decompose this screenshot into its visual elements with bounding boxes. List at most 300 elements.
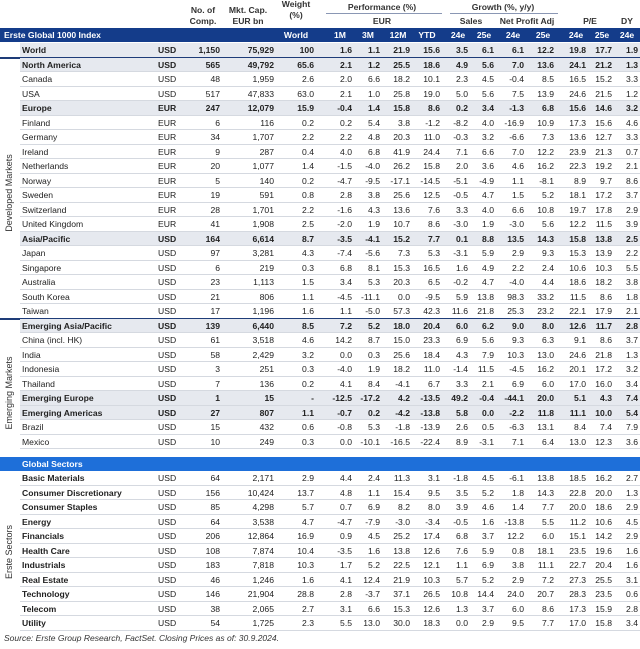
cell: 11.5 — [569, 291, 586, 302]
cell: -1.3 — [509, 103, 524, 113]
sector-row — [20, 486, 640, 501]
cell: 12.6 — [423, 603, 440, 614]
col-sales-24e: 24e — [450, 30, 466, 40]
cell: 2.9 — [626, 531, 638, 541]
cell: EUR — [158, 132, 177, 142]
cell: 6.8 — [340, 262, 352, 273]
cell: 6.6 — [368, 603, 380, 614]
row-label: Netherlands — [22, 161, 69, 171]
cell: 5.9 — [482, 545, 494, 556]
cell: 20.0 — [537, 393, 554, 403]
developed-row — [20, 72, 640, 87]
cell: 14.3 — [537, 487, 554, 498]
cell: 0.0 — [398, 291, 410, 302]
cell: 3.8 — [512, 560, 524, 570]
row-label: Canada — [22, 74, 53, 84]
cell: 3.2 — [482, 132, 494, 142]
cell: USD — [158, 502, 177, 512]
cell: 2.9 — [482, 618, 494, 628]
cell: 63.0 — [297, 88, 314, 99]
cell: 1.9 — [368, 219, 380, 229]
cell: 14.4 — [477, 589, 494, 599]
col-np-24e: 24e — [505, 30, 521, 40]
row-label: Financials — [22, 531, 65, 541]
cell: 4.6 — [482, 502, 494, 512]
cell: 75,929 — [247, 45, 274, 55]
cell: 2.6 — [302, 74, 314, 84]
cell: -1.5 — [337, 161, 352, 171]
cell: 8.8 — [482, 233, 494, 244]
cell: -7.4 — [337, 248, 352, 258]
cell: 5.6 — [482, 59, 494, 70]
cell: -1.4 — [453, 364, 468, 374]
cell: 2.3 — [302, 618, 314, 628]
erste-sectors-label: Erste Sectors — [4, 524, 14, 580]
cell: 5.6 — [482, 88, 494, 99]
cell: 1.9 — [368, 364, 380, 374]
cell: 2.2 — [302, 132, 314, 142]
cell: 25.3 — [507, 306, 524, 316]
cell: 13.7 — [297, 487, 314, 498]
cell: 54 — [210, 618, 220, 628]
cell: -12.5 — [332, 393, 352, 403]
cell: -5.6 — [365, 248, 380, 258]
cell: 13.0 — [569, 436, 586, 447]
cell: 46 — [210, 574, 220, 585]
cell: 18.1 — [537, 545, 554, 556]
cell: EUR — [158, 219, 177, 229]
emerging-row — [20, 377, 640, 392]
cell: 16.5 — [569, 74, 586, 84]
cell: 16.2 — [537, 364, 554, 374]
cell: 18.1 — [569, 190, 586, 200]
cell: 2.8 — [340, 589, 352, 599]
cell: 7.0 — [512, 146, 524, 157]
cell: 3,518 — [252, 335, 274, 345]
sector-row — [20, 529, 640, 544]
cell: 15.1 — [569, 531, 586, 541]
cell: 7.2 — [340, 320, 352, 331]
cell: 13.5 — [507, 233, 524, 244]
cell: 1 — [215, 393, 220, 403]
cell: 6.8 — [368, 146, 380, 157]
cell: 20.1 — [569, 364, 586, 374]
cell: 4.0 — [340, 146, 352, 157]
cell: 3.3 — [456, 378, 468, 389]
cell: 0.0 — [340, 436, 352, 447]
cell: 4.7 — [302, 516, 314, 527]
developed-row — [20, 116, 640, 131]
row-label: Indonesia — [22, 364, 60, 374]
row-label: Japan — [22, 248, 46, 258]
cell: 6.6 — [512, 204, 524, 215]
cell: 1,701 — [252, 204, 274, 215]
cell: 4.7 — [482, 277, 494, 287]
cell: 4.6 — [512, 161, 524, 171]
cell: 2.5 — [302, 219, 314, 229]
cell: 57.3 — [393, 306, 410, 316]
cell: 22.7 — [569, 560, 586, 570]
cell: USD — [158, 560, 177, 570]
cell: 19.2 — [595, 161, 612, 171]
cell: 23 — [210, 277, 220, 287]
cell: 2.0 — [456, 161, 468, 171]
cell: 1.2 — [368, 59, 380, 70]
cell: 28 — [210, 204, 220, 215]
cell: 156 — [205, 487, 220, 498]
row-label: Emerging Asia/Pacific — [22, 320, 112, 331]
cell: 2.1 — [340, 59, 352, 70]
cell: -0.5 — [453, 516, 468, 527]
row-label: Taiwan — [22, 306, 49, 316]
cell: 2.5 — [626, 233, 638, 244]
cell: 19.8 — [569, 45, 586, 55]
cell: 0.2 — [302, 117, 314, 128]
cell: 11.5 — [477, 364, 494, 374]
cell: USD — [158, 378, 177, 389]
sector-row — [20, 602, 640, 617]
cell: -3.5 — [337, 233, 352, 244]
cell: 5.3 — [428, 248, 440, 258]
cell: 7.7 — [542, 618, 554, 628]
cell: 1,150 — [198, 45, 220, 55]
cell: 0.1 — [456, 233, 468, 244]
cell: 21.2 — [595, 59, 612, 70]
cell: EUR — [158, 175, 177, 186]
cell: 6.4 — [542, 436, 554, 447]
cell: 4.0 — [482, 204, 494, 215]
cell: 11.6 — [451, 306, 468, 316]
cell: 116 — [260, 117, 274, 128]
cell: 15 — [264, 393, 274, 403]
cell: 18.2 — [595, 277, 612, 287]
developed-row — [20, 101, 640, 116]
cell: 0.2 — [456, 103, 468, 113]
row-label: Mexico — [22, 436, 50, 447]
cell: 2.1 — [340, 88, 352, 99]
no-comp-label-2: Comp. — [189, 16, 217, 26]
cell: 2.3 — [456, 74, 468, 84]
row-label: Germany — [22, 132, 58, 142]
cell: 7.9 — [482, 349, 494, 360]
cell: -2.0 — [337, 219, 352, 229]
cell: 18.5 — [569, 473, 586, 483]
cell: 64 — [210, 516, 220, 527]
cell: 15.6 — [423, 45, 440, 55]
cell: 2.9 — [626, 204, 638, 215]
cell: -0.5 — [453, 190, 468, 200]
cell: 12.7 — [595, 132, 612, 142]
cell: 2.1 — [626, 306, 638, 316]
cell: 5.9 — [482, 248, 494, 258]
cell: 28.8 — [297, 589, 314, 599]
cell: 1,725 — [252, 618, 274, 628]
cell: 15.6 — [569, 103, 586, 113]
cell: USD — [158, 574, 177, 585]
cell: 2.9 — [512, 574, 524, 585]
cell: USD — [158, 436, 177, 447]
cell: USD — [158, 59, 177, 70]
cell: USD — [158, 349, 177, 360]
sales-label: Sales — [459, 16, 483, 26]
cell: 15.4 — [393, 487, 410, 498]
cell: 7.4 — [600, 422, 612, 432]
cell: 24.0 — [507, 589, 524, 599]
cell: 17.3 — [569, 603, 586, 614]
cell: 432 — [259, 422, 274, 432]
cell: 4.4 — [340, 473, 352, 483]
cell: 8.5 — [302, 320, 314, 331]
cell: 10.8 — [451, 589, 468, 599]
cell: USD — [158, 248, 177, 258]
cell: 4,298 — [252, 502, 274, 512]
developed-row — [20, 130, 640, 145]
cell: 11.0 — [423, 364, 440, 374]
cell: -3.0 — [509, 219, 524, 229]
cell: 12.2 — [537, 146, 554, 157]
row-label: India — [22, 349, 41, 360]
cell: 16.2 — [595, 473, 612, 483]
cell: 2.2 — [512, 262, 524, 273]
cell: USD — [158, 277, 177, 287]
cell: 3.3 — [626, 132, 638, 142]
cell: 28.3 — [569, 589, 586, 599]
cell: USD — [158, 364, 177, 374]
cell: 3.1 — [626, 574, 638, 585]
cell: 11.7 — [595, 320, 612, 331]
cell: 6.5 — [428, 277, 440, 287]
cell: 183 — [205, 560, 220, 570]
cell: 5.6 — [542, 219, 554, 229]
cell: 15.3 — [569, 248, 586, 258]
developed-row — [20, 58, 640, 73]
row-label: Norway — [22, 175, 52, 186]
cell: 8.4 — [574, 422, 586, 432]
cell: -17.1 — [390, 175, 410, 186]
cell: 3.1 — [340, 603, 352, 614]
cell: 0.3 — [368, 349, 380, 360]
cell: 13.0 — [537, 349, 554, 360]
mkt-cap-label-1: Mkt. Cap. — [228, 5, 268, 15]
cell: 17.9 — [595, 306, 612, 316]
cell: 9.5 — [428, 487, 440, 498]
cell: 1,196 — [252, 306, 274, 316]
cell: 2.2 — [340, 132, 352, 142]
cell: 1.1 — [302, 407, 314, 418]
cell: 1.8 — [512, 487, 524, 498]
cell: 65.6 — [297, 59, 314, 70]
cell: 12.6 — [569, 320, 586, 331]
cell: 7.4 — [626, 393, 638, 403]
cell: 11.1 — [537, 560, 554, 570]
cell: 6.8 — [456, 531, 468, 541]
cell: 5.2 — [482, 487, 494, 498]
row-label: Brazil — [22, 422, 44, 432]
cell: 5.7 — [302, 502, 314, 512]
cell: 21.3 — [595, 146, 612, 157]
cell: -3.4 — [425, 516, 440, 527]
cell: 19 — [210, 190, 220, 200]
cell: 25.6 — [393, 190, 410, 200]
cell: EUR — [158, 204, 177, 215]
col-dy-24e: 24e — [619, 30, 635, 40]
cell: 13.8 — [477, 291, 494, 302]
cell: 0.6 — [302, 422, 314, 432]
cell: -3.0 — [453, 219, 468, 229]
cell: 0.0 — [340, 349, 352, 360]
cell: -9.5 — [365, 175, 380, 186]
cell: 7.3 — [542, 132, 554, 142]
cell: 13.8 — [537, 473, 554, 483]
cell: 23.2 — [537, 306, 554, 316]
cell: 61 — [210, 335, 220, 345]
cell: 6.0 — [542, 531, 554, 541]
cell: 13.6 — [537, 59, 554, 70]
cell: USD — [158, 618, 177, 628]
world-row — [20, 43, 640, 58]
cell: -4.7 — [337, 175, 352, 186]
cell: 42.3 — [423, 306, 440, 316]
cell: 1.1 — [368, 45, 380, 55]
cell: 10.7 — [393, 219, 410, 229]
developed-row — [20, 159, 640, 174]
cell: 18.6 — [595, 502, 612, 512]
cell: 3.8 — [368, 190, 380, 200]
row-label: Utility — [22, 618, 46, 628]
cell: 30.0 — [393, 618, 410, 628]
cell: -3.7 — [365, 589, 380, 599]
cell: 0.6 — [626, 589, 638, 599]
cell: 8.6 — [542, 603, 554, 614]
cell: 6.0 — [542, 378, 554, 389]
cell: -4.0 — [509, 277, 524, 287]
cell: 1.1 — [340, 306, 352, 316]
cell: 7,818 — [252, 560, 274, 570]
cell: 5.0 — [456, 88, 468, 99]
cell: 3.9 — [626, 219, 638, 229]
cell: 27 — [210, 407, 220, 418]
cell: 1.3 — [626, 59, 638, 70]
cell: 25.8 — [393, 88, 410, 99]
cell: 19.6 — [595, 545, 612, 556]
cell: 24.1 — [569, 59, 586, 70]
cell: 21.8 — [477, 306, 494, 316]
cell: 13.8 — [595, 233, 612, 244]
sector-row — [20, 500, 640, 515]
cell: 6.1 — [482, 45, 494, 55]
cell: 6,614 — [252, 233, 274, 244]
cell: 20.0 — [595, 487, 612, 498]
cell: 4.3 — [368, 204, 380, 215]
cell: 1.7 — [340, 560, 352, 570]
row-label: Ireland — [22, 146, 49, 157]
cell: 19.7 — [569, 204, 586, 215]
performance-ccy-label: EUR — [372, 16, 392, 26]
cell: 9.3 — [512, 335, 524, 345]
cell: 3,538 — [252, 516, 274, 527]
cell: 1.1 — [456, 560, 468, 570]
cell: 1.6 — [368, 545, 380, 556]
cell: 7.1 — [512, 436, 524, 447]
cell: 10,424 — [247, 487, 274, 498]
cell: 1.1 — [302, 291, 314, 302]
cell: 5 — [215, 175, 220, 186]
cell: 26.2 — [393, 161, 410, 171]
cell: 5.3 — [368, 277, 380, 287]
cell: USD — [158, 335, 177, 345]
header-bar — [0, 28, 640, 42]
cell: -3.0 — [395, 516, 410, 527]
cell: 8.9 — [456, 436, 468, 447]
cell: -4.0 — [365, 161, 380, 171]
cell: 3.4 — [626, 378, 638, 389]
cell: -6.1 — [509, 473, 524, 483]
cell: 206 — [205, 531, 220, 541]
row-label: Sweden — [22, 190, 54, 200]
cell: USD — [158, 88, 177, 99]
cell: 4.9 — [482, 262, 494, 273]
cell: 2.8 — [626, 320, 638, 331]
developed-row — [20, 87, 640, 102]
row-label: North America — [22, 59, 81, 70]
cell: USD — [158, 545, 177, 556]
cell: 251 — [259, 364, 274, 374]
cell: 1.8 — [626, 291, 638, 302]
developed-row — [20, 174, 640, 189]
cell: -4.0 — [337, 364, 352, 374]
cell: 10.3 — [595, 262, 612, 273]
cell: USD — [158, 473, 177, 483]
cell: 5.2 — [542, 190, 554, 200]
cell: 4.9 — [456, 59, 468, 70]
cell: EUR — [158, 146, 177, 157]
cell: 15.8 — [423, 161, 440, 171]
cell: 14.6 — [595, 103, 612, 113]
cell: 8.7 — [302, 233, 314, 244]
cell: 22.3 — [569, 161, 586, 171]
cell: 0.0 — [456, 618, 468, 628]
cell: 13.0 — [363, 618, 380, 628]
cell: 1.4 — [368, 103, 380, 113]
row-label: China (incl. HK) — [22, 335, 83, 345]
cell: 15.9 — [595, 603, 612, 614]
pe-label: P/E — [583, 16, 597, 26]
cell: 1.9 — [626, 45, 638, 55]
cell: 6.6 — [368, 74, 380, 84]
cell: 2,429 — [252, 349, 274, 360]
cell: 8.4 — [368, 378, 380, 389]
cell: 41.9 — [393, 146, 410, 157]
cell: 139 — [205, 320, 220, 331]
cell: 4.5 — [482, 74, 494, 84]
cell: 8.5 — [542, 74, 554, 84]
cell: 21 — [210, 291, 220, 302]
cell: EUR — [158, 103, 177, 113]
cell: 1,959 — [252, 74, 274, 84]
cell: 8.6 — [600, 335, 612, 345]
cell: 15.3 — [393, 603, 410, 614]
emerging-row — [20, 435, 640, 450]
cell: 6.0 — [512, 603, 524, 614]
cell: 4.0 — [482, 117, 494, 128]
cell: 5.9 — [456, 291, 468, 302]
cell: 3.4 — [482, 103, 494, 113]
cell: 164 — [205, 233, 220, 244]
cell: 4.8 — [368, 132, 380, 142]
cell: 3.3 — [456, 204, 468, 215]
emerging-row — [20, 362, 640, 377]
cell: -4.2 — [395, 407, 410, 418]
